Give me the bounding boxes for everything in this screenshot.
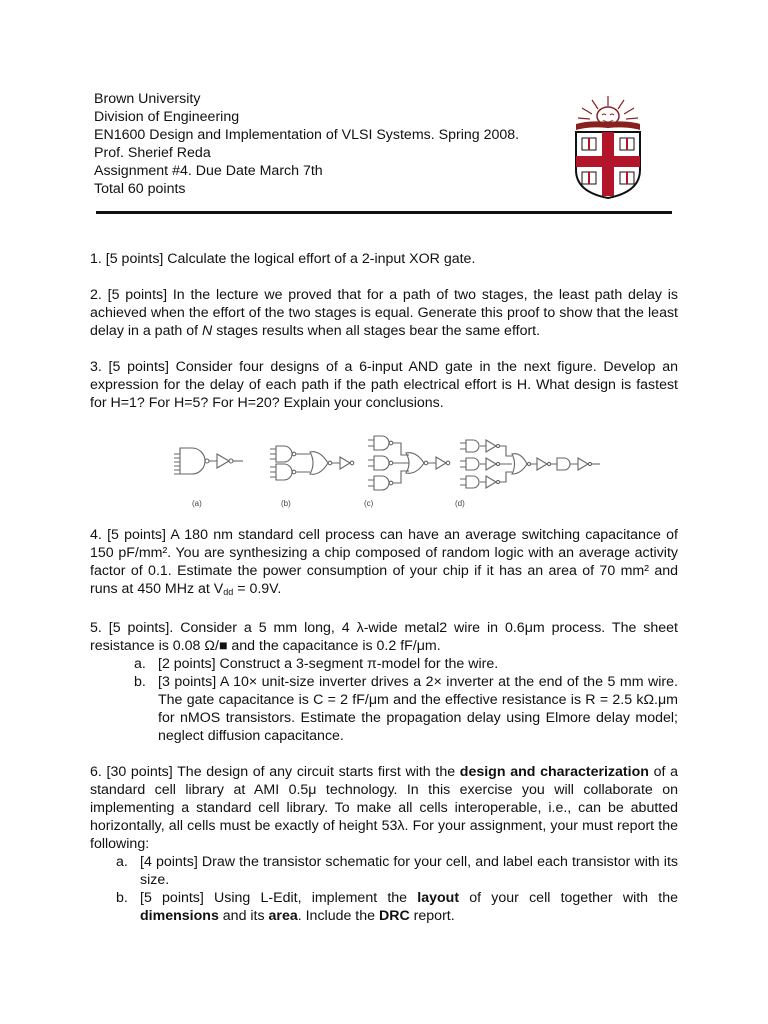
text-run: [5 points] Using L-Edit, implement the xyxy=(140,890,418,906)
question-2-text-end: stages results when all stages bear the same effort. xyxy=(212,323,541,339)
area-emphasis: area xyxy=(268,908,298,924)
question-4-text-end: = 0.9V. xyxy=(233,581,282,597)
text-run: . Include the xyxy=(297,908,379,924)
header-divider xyxy=(96,211,672,214)
question-5b xyxy=(90,673,678,745)
total-points: Total 60 points xyxy=(94,181,186,197)
brown-university-crest-icon xyxy=(570,92,646,200)
course-title: EN1600 Design and Implementation of VLSI Systems. Spring 2008. xyxy=(94,127,520,143)
question-6a-text: [4 points] Draw the transistor schematic for your cell, and label each transistor with its size. xyxy=(140,854,678,888)
figure-label-a: (a) xyxy=(192,499,202,508)
design-d-gates xyxy=(460,440,600,488)
list-marker: b. xyxy=(116,890,128,906)
design-c-gates xyxy=(368,436,450,490)
design-a-gates xyxy=(174,448,243,474)
question-2-variable: N xyxy=(202,323,213,339)
question-6-emphasis: design and characterization xyxy=(459,764,649,780)
layout-emphasis: layout xyxy=(417,890,460,906)
list-marker: b. xyxy=(134,674,146,690)
figure-label-b: (b) xyxy=(281,499,291,508)
question-6-parts xyxy=(90,853,678,925)
question-2 xyxy=(90,286,678,340)
list-marker: a. xyxy=(134,656,146,672)
text-run: and its xyxy=(218,908,269,924)
question-6 xyxy=(90,763,678,853)
question-4 xyxy=(90,526,678,601)
vdd-subscript: dd xyxy=(223,587,234,597)
question-5a xyxy=(90,655,678,673)
question-3: 3. [5 points] Consider four designs of a 6-input AND gate in the next figure. Develop an expression for the delay of each path if the path electrical effort is H. What design is fastest for H=1? For H=5? For H=20? Explain your conclusions. xyxy=(90,359,678,411)
assignment-body xyxy=(90,250,678,925)
question-5b-text: [3 points] A 10× unit-size inverter drives a 2× inverter at the end of the 5 mm wire. The gate capacitance is C = 2 fF/μm and the effective resistance is R = 2.5 kΩ.μm for nMOS transistors. Estimate the propagation delay using Elmore delay model; neglect diffusion capacitance. xyxy=(158,674,678,744)
question-6b-text xyxy=(140,889,678,925)
question-2-text: 2. [5 points] In the lecture we proved that for a path of two stages, the least path delay is achieved when the effort of the two stages is equal. Generate this proof to show that the least delay in a path of xyxy=(90,287,678,339)
list-marker: a. xyxy=(116,854,128,870)
question-6-text-end: of a standard cell library at AMI 0.5μ technology. In this exercise you will collaborate on implementing a standard cell library. To make all cells interoperable, i.e., can be abutted horizontally, all cells must be exactly of height 53λ. For your assignment, your must report the following: xyxy=(90,764,679,852)
question-6a xyxy=(90,853,678,889)
question-5: 5. [5 points]. Consider a 5 mm long, 4 λ-wide metal2 wire in 0.6μm process. The sheet resistance is 0.08 Ω/■ and the capacitance is 0.2 fF/μm. xyxy=(90,620,678,654)
question-5a-text: [2 points] Construct a 3-segment π-model for the wire. xyxy=(158,656,499,672)
gate-diagram xyxy=(90,430,678,505)
question-6-text: 6. [30 points] The design of any circuit starts first with the xyxy=(90,764,460,780)
assignment-due: Assignment #4. Due Date March 7th xyxy=(94,163,323,179)
and-gate-designs-figure xyxy=(90,430,678,508)
text-run: report. xyxy=(409,908,455,924)
division-name: Division of Engineering xyxy=(94,109,240,125)
drc-emphasis: DRC xyxy=(378,908,410,924)
question-4-text: 4. [5 points] A 180 nm standard cell process can have an average switching capacitance of 150 pF/mm². You are synthesizing a chip composed of random logic with an average activity factor of 0.1. Estimate the power consumption of your chip if it has an area of 70 mm² and runs at 450 MHz at V xyxy=(90,527,678,597)
question-6b xyxy=(90,889,678,925)
document-header xyxy=(94,90,519,198)
question-1: 1. [5 points] Calculate the logical effort of a 2-input XOR gate. xyxy=(90,251,476,267)
figure-label-d: (d) xyxy=(455,499,465,508)
figure-label-c: (c) xyxy=(364,499,374,508)
text-run: of your cell together with the xyxy=(459,890,678,906)
question-5-parts xyxy=(90,655,678,745)
university-name: Brown University xyxy=(94,91,201,107)
dimensions-emphasis: dimensions xyxy=(140,908,219,924)
professor-name: Prof. Sherief Reda xyxy=(94,145,211,161)
design-b-gates xyxy=(270,446,354,480)
